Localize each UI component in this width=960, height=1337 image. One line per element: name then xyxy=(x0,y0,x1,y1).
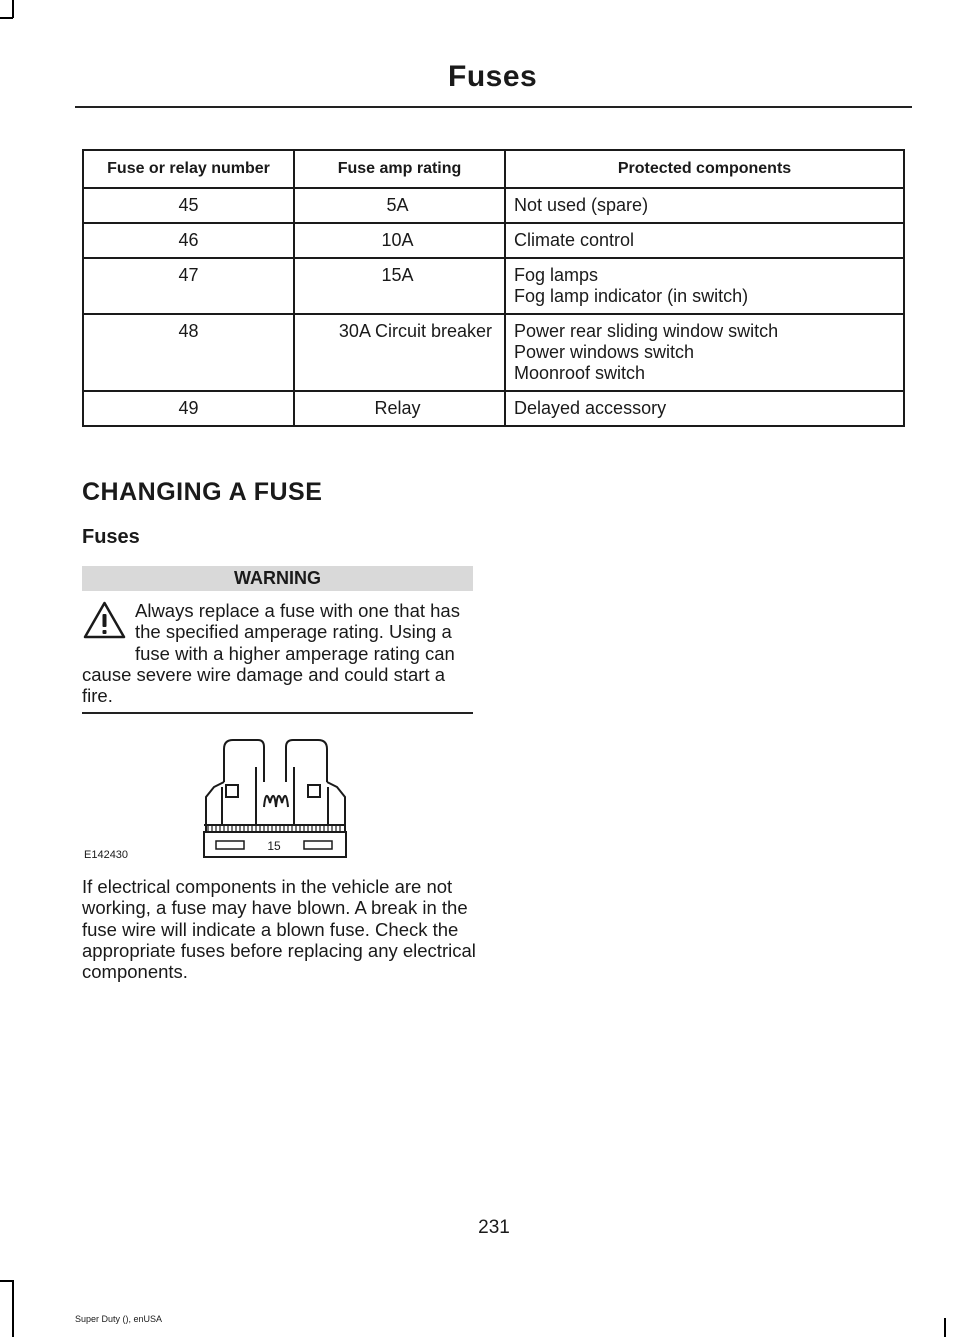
column-header: Protected components xyxy=(505,150,904,188)
fuse-rating-label: 15 xyxy=(267,839,281,853)
component-line: Power windows switch xyxy=(514,342,695,362)
fuse-number: 49 xyxy=(83,391,294,426)
crop-mark xyxy=(12,0,14,18)
table-row xyxy=(83,391,904,426)
table-row xyxy=(83,314,904,391)
amp-rating: Relay xyxy=(294,391,505,426)
column-header: Fuse amp rating xyxy=(294,150,505,188)
component-line: Climate control xyxy=(514,230,635,250)
crop-mark xyxy=(944,1318,946,1337)
warning-text: Always replace a fuse with one that has the specified amperage rating. Using a fuse with a higher amperage rating can cause severe wire damage and could start a fire. xyxy=(82,600,460,707)
header-rule xyxy=(75,106,912,108)
component-line: Fog lamp indicator (in switch) xyxy=(514,286,749,306)
warning-triangle-icon xyxy=(82,600,127,640)
protected-components xyxy=(505,258,904,314)
protected-components xyxy=(505,223,904,258)
component-line: Fog lamps xyxy=(514,265,599,285)
protected-components xyxy=(505,314,904,391)
fuse-table xyxy=(82,149,905,427)
warning-label: WARNING xyxy=(82,566,473,591)
crop-mark xyxy=(0,1280,13,1282)
section-heading: CHANGING A FUSE xyxy=(82,478,323,506)
column-header: Fuse or relay number xyxy=(83,150,294,188)
table-row xyxy=(83,258,904,314)
figure-id: E142430 xyxy=(84,849,129,861)
amp-rating: 10A xyxy=(294,223,505,258)
amp-rating: 30A Circuit breaker xyxy=(294,314,505,391)
crop-mark xyxy=(0,17,13,19)
component-line: Delayed accessory xyxy=(514,398,667,418)
protected-components xyxy=(505,188,904,223)
footer-text: Super Duty (), enUSA xyxy=(75,1314,163,1324)
fuse-number: 47 xyxy=(83,258,294,314)
fuse-number: 45 xyxy=(83,188,294,223)
table-header-row xyxy=(83,150,904,188)
fuse-illustration xyxy=(200,737,350,862)
table-row xyxy=(83,188,904,223)
subsection-heading: Fuses xyxy=(82,526,140,548)
protected-components xyxy=(505,391,904,426)
amp-rating: 5A xyxy=(294,188,505,223)
fuse-number: 46 xyxy=(83,223,294,258)
table-row xyxy=(83,223,904,258)
component-line: Not used (spare) xyxy=(514,195,649,215)
crop-mark xyxy=(12,1280,14,1337)
section-title: Fuses xyxy=(448,60,538,93)
fuse-number: 48 xyxy=(83,314,294,391)
warning-box xyxy=(82,600,474,706)
component-line: Power rear sliding window switch xyxy=(514,321,779,341)
component-line: Moonroof switch xyxy=(514,363,646,383)
warning-rule xyxy=(82,712,473,714)
amp-rating: 15A xyxy=(294,258,505,314)
body-paragraph: If electrical components in the vehicle are not working, a fuse may have blown. A break in the fuse wire will indicate a blown fuse. Check the appropriate fuses before replacing any electrical components. xyxy=(82,876,476,983)
page-number: 231 xyxy=(478,1217,510,1238)
